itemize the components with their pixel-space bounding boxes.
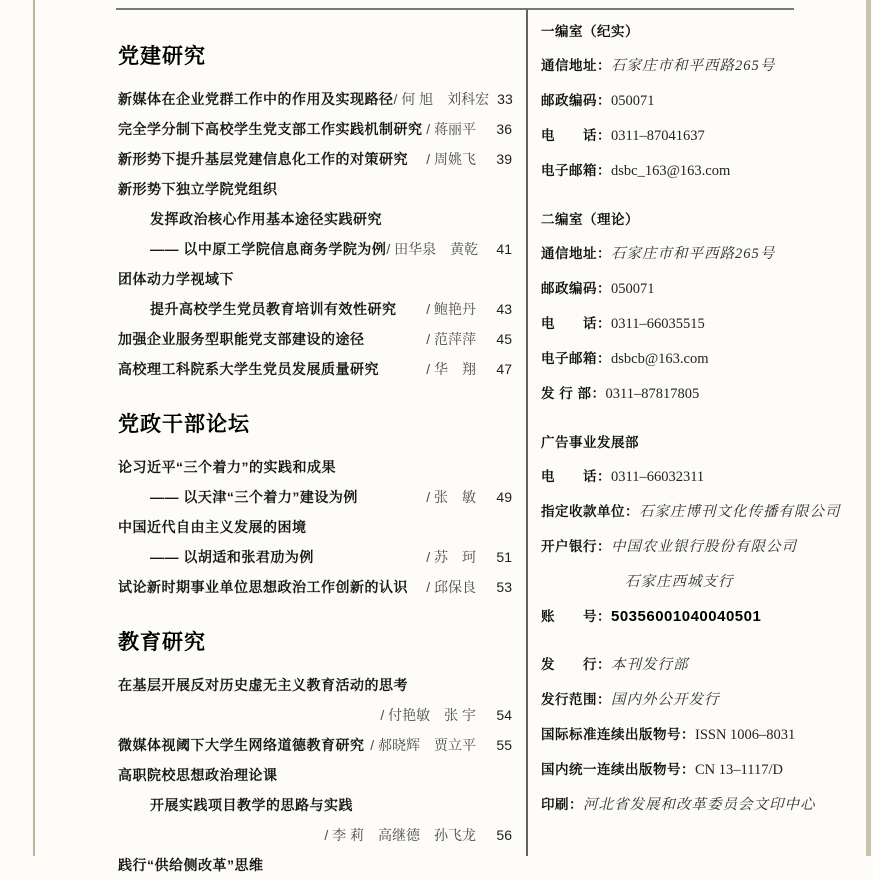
info-row <box>541 609 853 624</box>
toc-entry-title: 高校理工科院系大学生党员发展质量研究 <box>118 361 379 377</box>
info-value: 050071 <box>611 281 655 297</box>
toc-entry-page: 55 <box>496 737 512 753</box>
info-label: 发 行： <box>541 657 611 672</box>
info-row <box>541 246 853 262</box>
info-row <box>541 692 853 708</box>
info-label: 国内统一连续出版物号： <box>541 762 695 777</box>
info-block <box>541 435 853 624</box>
info-value: CN 13–1117/D <box>695 762 783 778</box>
info-block <box>541 24 853 179</box>
info-label: 电 话： <box>541 316 611 331</box>
info-row <box>541 58 853 74</box>
info-block-heading: 一编室（纪实） <box>541 24 639 39</box>
toc-column <box>118 42 512 880</box>
info-row <box>541 657 853 673</box>
info-label: 电子邮箱： <box>541 351 611 366</box>
toc-entry-author: / 鲍艳丹 <box>426 301 476 317</box>
toc-entry <box>118 174 512 204</box>
toc-section <box>118 628 512 880</box>
toc-entry-author: / 田华泉 黄乾 <box>386 241 479 257</box>
toc-entry-title: —— 以胡适和张君劢为例 <box>150 549 314 565</box>
info-value: 石家庄市和平西路265号 <box>611 246 776 262</box>
info-row <box>541 316 853 332</box>
info-row <box>541 386 853 402</box>
info-row <box>541 727 853 743</box>
info-row <box>541 128 853 144</box>
toc-entry-page: 36 <box>496 121 512 137</box>
info-label: 开户银行： <box>541 539 611 554</box>
toc-entry-title: 开展实践项目教学的思路与实践 <box>150 797 353 813</box>
info-label: 邮政编码： <box>541 281 611 296</box>
toc-entry-author: / 郝晓辉 贾立平 <box>370 737 476 753</box>
info-value: 河北省发展和改革委员会文印中心 <box>583 797 816 813</box>
toc-entry <box>118 452 512 482</box>
toc-entry <box>118 234 512 264</box>
toc-entry <box>118 760 512 790</box>
toc-entry-title: 新形势下独立学院党组织 <box>118 181 278 197</box>
info-label: 电 话： <box>541 469 611 484</box>
toc-entry <box>118 850 512 880</box>
info-value: 石家庄博刊文化传播有限公司 <box>639 504 841 520</box>
info-label: 发行范围： <box>541 692 611 707</box>
info-column <box>541 24 853 813</box>
info-row <box>541 539 853 555</box>
toc-entry-page: 47 <box>496 361 512 377</box>
info-label: 印刷： <box>541 797 583 812</box>
info-value: 本刊发行部 <box>611 657 689 673</box>
info-value: 国内外公开发行 <box>611 692 720 708</box>
toc-entry <box>118 144 512 174</box>
toc-entry-page: 41 <box>496 241 512 257</box>
toc-entry-author: / 付艳敏 张 宇 <box>380 707 476 723</box>
info-row <box>541 762 853 778</box>
info-label: 发 行 部： <box>541 386 606 401</box>
toc-entry <box>118 730 512 760</box>
toc-entry-title: 新形势下提升基层党建信息化工作的对策研究 <box>118 151 408 167</box>
toc-section <box>118 410 512 602</box>
toc-entry <box>118 790 512 820</box>
info-row <box>541 574 853 590</box>
toc-entry-title: 论习近平“三个着力”的实践和成果 <box>118 459 336 475</box>
toc-entry <box>118 84 512 114</box>
toc-entry <box>118 204 512 234</box>
toc-entry-author: / 周姚飞 <box>426 151 476 167</box>
right-page-border <box>866 0 871 856</box>
info-row <box>541 281 853 297</box>
toc-entry <box>118 512 512 542</box>
toc-entry-page: 54 <box>496 707 512 723</box>
info-value: 石家庄西城支行 <box>625 574 734 590</box>
info-label: 邮政编码： <box>541 93 611 108</box>
toc-entry-author: / 范萍萍 <box>426 331 476 347</box>
toc-entry-author: / 邱保良 <box>426 579 476 595</box>
toc-entry <box>118 114 512 144</box>
info-value: 050071 <box>611 93 655 109</box>
toc-entry <box>118 542 512 572</box>
toc-entry-title: 中国近代自由主义发展的困境 <box>118 519 307 535</box>
toc-entry-title: 高职院校思想政治理论课 <box>118 767 278 783</box>
toc-entry-page: 43 <box>496 301 512 317</box>
toc-entry-title: 新媒体在企业党群工作中的作用及实现路径 <box>118 91 394 107</box>
info-label: 电 话： <box>541 128 611 143</box>
info-value: 中国农业银行股份有限公司 <box>611 539 797 555</box>
left-page-border <box>33 0 35 856</box>
toc-entry <box>118 354 512 384</box>
info-row <box>541 163 853 179</box>
info-label: 电子邮箱： <box>541 163 611 178</box>
toc-entry-title: 在基层开展反对历史虚无主义教育活动的思考 <box>118 677 408 693</box>
section-header: 党建研究 <box>118 45 206 68</box>
info-value: 0311–66032311 <box>611 469 705 485</box>
toc-entry-title: 践行“供给侧改革”思维 <box>118 857 264 873</box>
info-label: 国际标准连续出版物号： <box>541 727 695 742</box>
toc-section <box>118 42 512 384</box>
info-block-heading: 广告事业发展部 <box>541 435 639 450</box>
info-row <box>541 797 853 813</box>
toc-entry <box>118 670 512 700</box>
info-row <box>541 469 853 485</box>
toc-entry-title: —— 以天津“三个着力”建设为例 <box>150 489 358 505</box>
info-label: 通信地址： <box>541 246 611 261</box>
toc-entry-page: 33 <box>497 91 513 107</box>
info-row <box>541 351 853 367</box>
info-value: 50356001040040501 <box>611 608 762 625</box>
info-block <box>541 212 853 402</box>
info-value: ISSN 1006–8031 <box>695 727 796 743</box>
info-label: 通信地址： <box>541 58 611 73</box>
info-row <box>541 93 853 109</box>
toc-entry-author: / 华 翔 <box>426 361 476 377</box>
toc-entry <box>118 264 512 294</box>
toc-entry-author: / 何 旭 刘科宏 <box>393 91 490 107</box>
info-value: 0311–87041637 <box>611 128 705 144</box>
toc-entry-title: 试论新时期事业单位思想政治工作创新的认识 <box>118 579 408 595</box>
toc-entry-page: 39 <box>496 151 512 167</box>
info-value: dsbc_163@163.com <box>611 163 731 179</box>
info-value: 0311–87817805 <box>605 386 700 402</box>
toc-entry-title: 发挥政治核心作用基本途径实践研究 <box>150 211 382 227</box>
section-header: 党政干部论坛 <box>118 413 250 436</box>
toc-entry <box>118 324 512 354</box>
info-label: 指定收款单位： <box>541 504 639 519</box>
info-block <box>541 657 853 813</box>
toc-entry-title: 完全学分制下高校学生党支部工作实践机制研究 <box>118 121 423 137</box>
info-value: dsbcb@163.com <box>611 351 709 367</box>
toc-entry-title: 提升高校学生党员教育培训有效性研究 <box>150 301 397 317</box>
toc-entry-page: 53 <box>496 579 512 595</box>
toc-entry-title: 团体动力学视域下 <box>118 271 234 287</box>
toc-entry-author: / 李 莉 高继德 孙飞龙 <box>324 827 476 843</box>
toc-entry-page: 51 <box>496 549 512 565</box>
section-header: 教育研究 <box>118 631 206 654</box>
toc-entry <box>118 572 512 602</box>
info-value: 0311–66035515 <box>611 316 705 332</box>
toc-entry-page: 45 <box>496 331 512 347</box>
column-divider <box>526 9 528 856</box>
info-label: 账 号： <box>541 609 611 624</box>
info-value: 石家庄市和平西路265号 <box>611 58 776 74</box>
toc-entry-title: —— 以中原工学院信息商务学院为例 <box>150 241 387 257</box>
info-block-heading: 二编室（理论） <box>541 212 639 227</box>
toc-entry-page: 56 <box>496 827 512 843</box>
toc-entry <box>118 294 512 324</box>
toc-entry-author: / 苏 珂 <box>426 549 476 565</box>
toc-entry <box>118 482 512 512</box>
toc-entry <box>118 820 512 850</box>
toc-entry-title: 微媒体视阈下大学生网络道德教育研究 <box>118 737 365 753</box>
top-rule <box>116 8 794 10</box>
toc-entry-author: / 蒋丽平 <box>426 121 476 137</box>
toc-entry-author: / 张 敏 <box>426 489 476 505</box>
info-row <box>541 504 853 520</box>
toc-entry-page: 49 <box>496 489 512 505</box>
toc-entry <box>118 700 512 730</box>
toc-entry-title: 加强企业服务型职能党支部建设的途径 <box>118 331 365 347</box>
